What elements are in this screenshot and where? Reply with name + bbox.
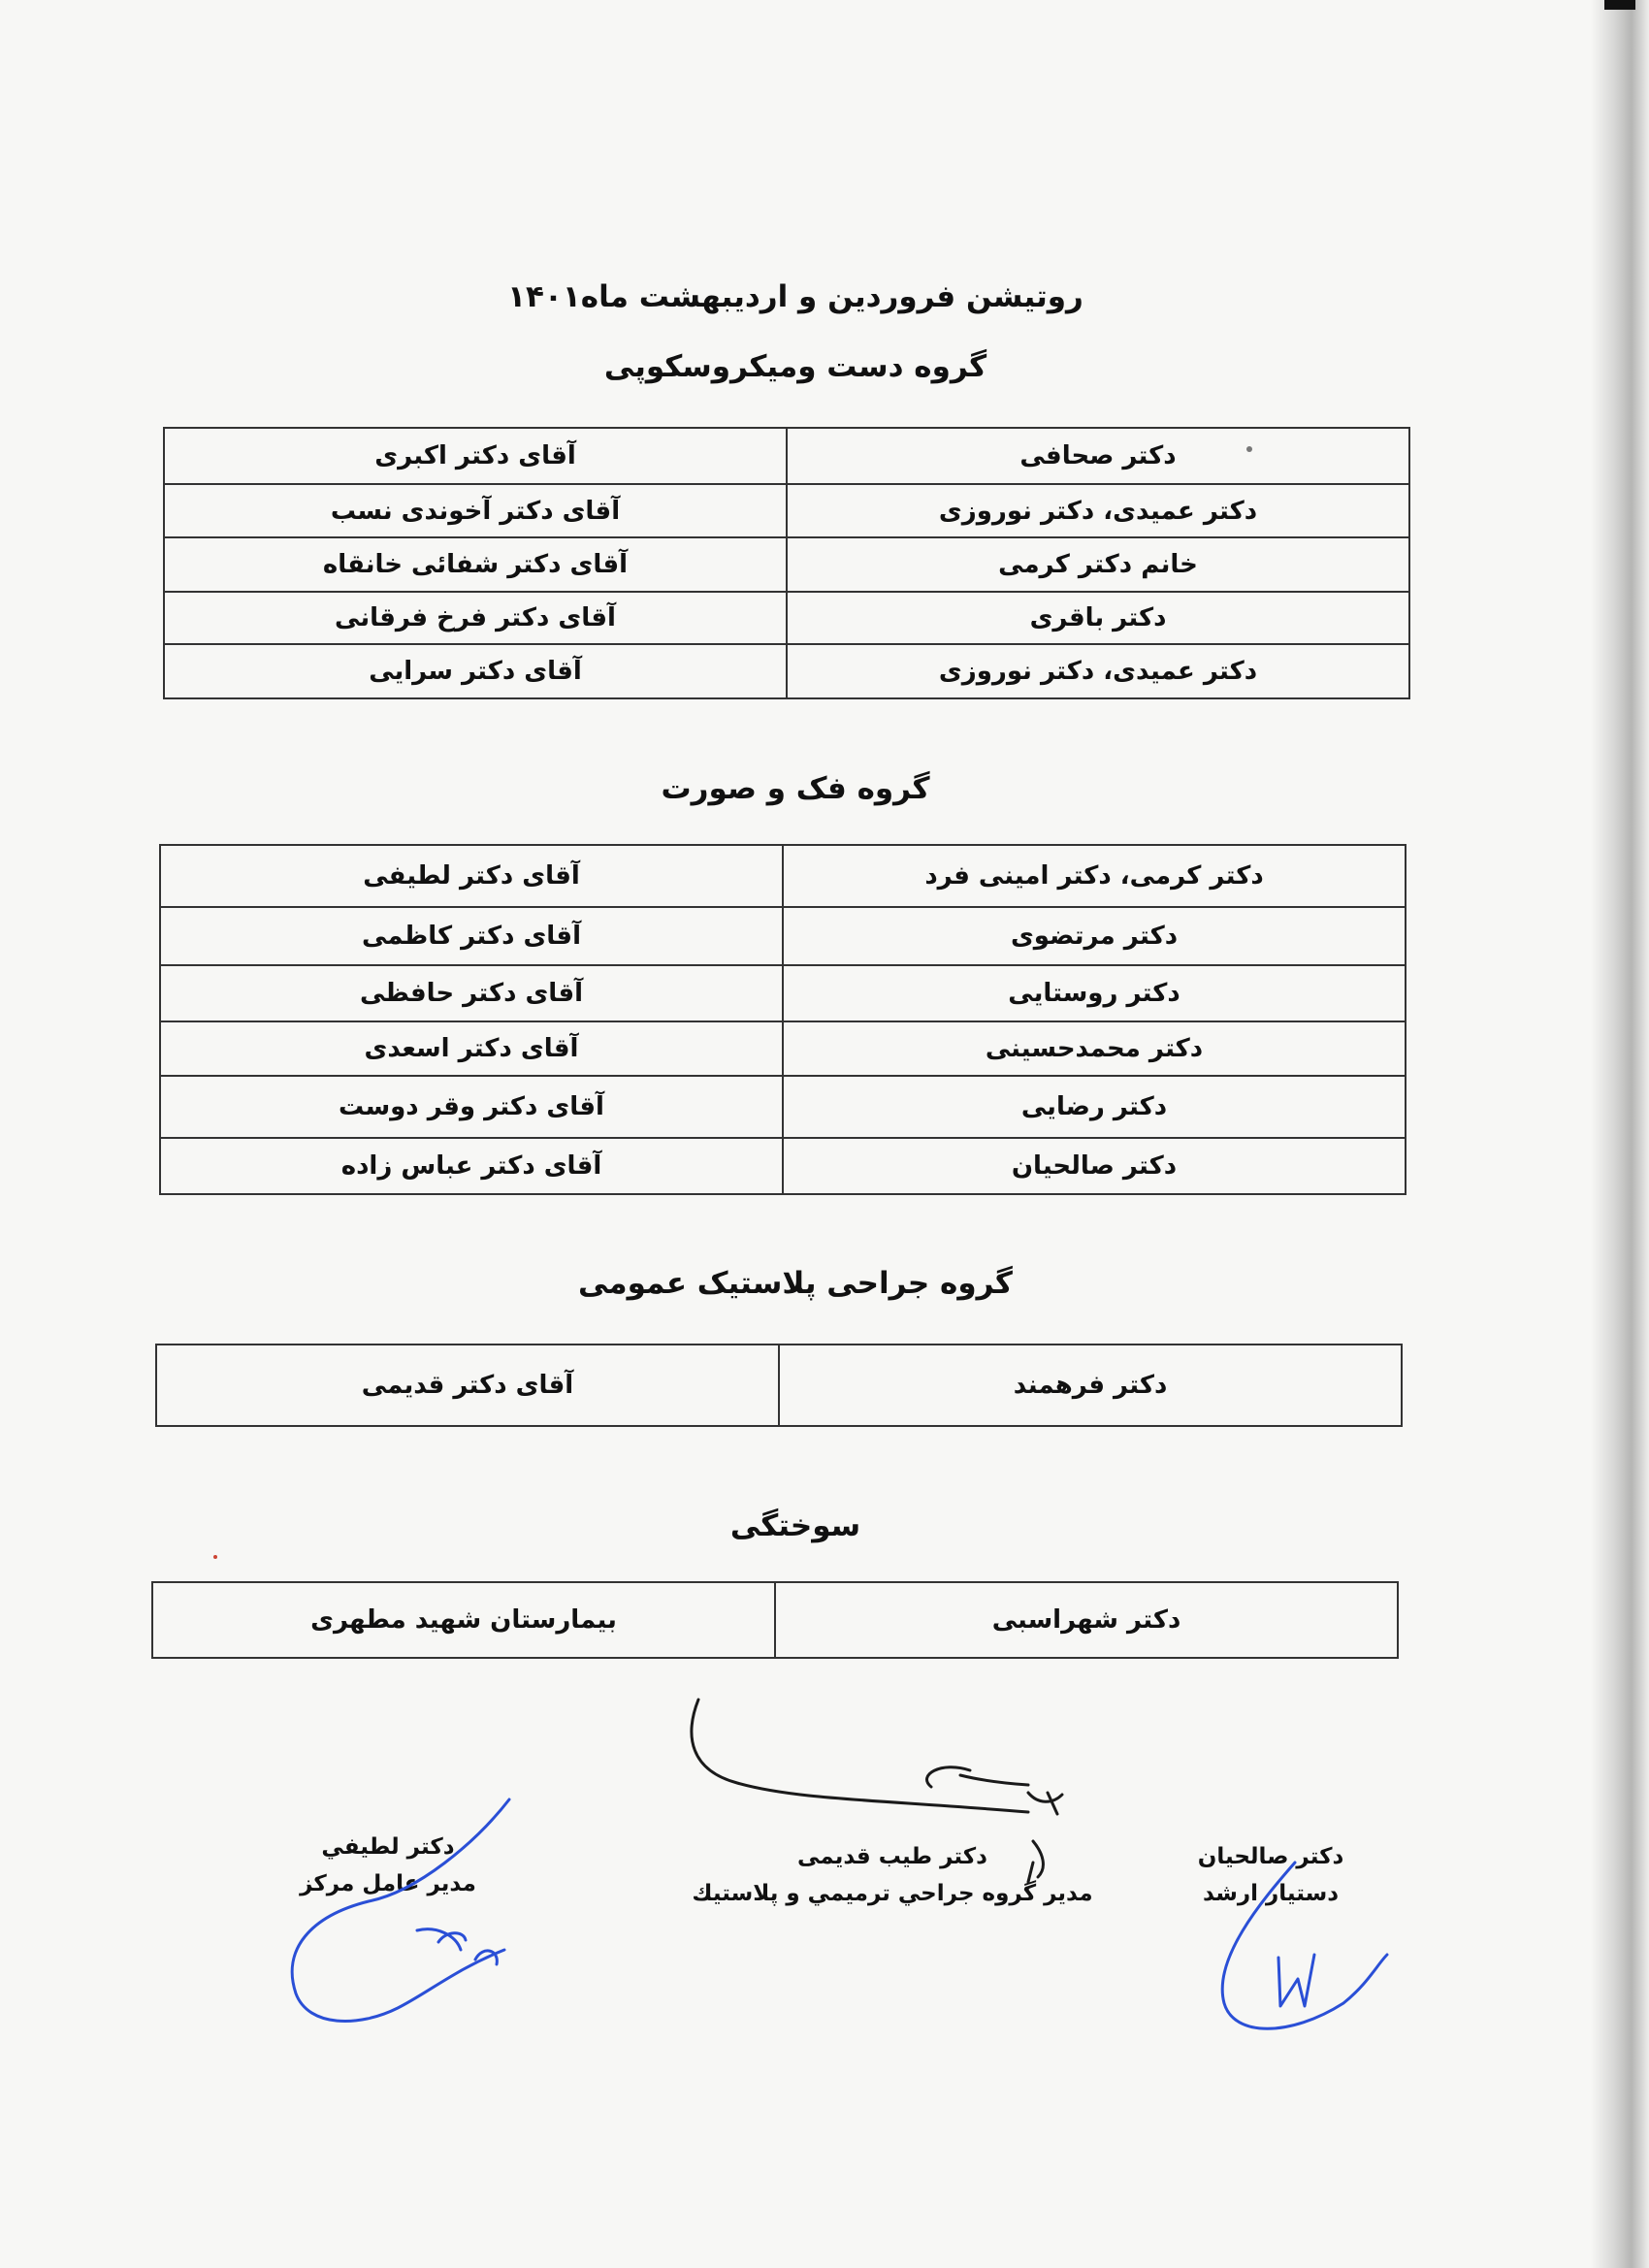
signature-department-head-stroke xyxy=(927,1767,1028,1787)
table-cell: آقای دکتر لطیفی xyxy=(160,845,783,907)
table-cell: دکتر عمیدی، دکتر نوروزی xyxy=(787,484,1409,537)
stray-ink-dot xyxy=(1246,446,1252,452)
table-cell: خانم دکتر کرمی xyxy=(787,537,1409,592)
table-cell: آقای دکتر وقر دوست xyxy=(160,1076,783,1138)
signatory-role: مدیر گروه جراحي ترميمي و پلاستيك xyxy=(692,1881,1093,1906)
signature-department-head-stroke xyxy=(692,1700,1028,1812)
signatory-name: دکتر صالحیان xyxy=(1197,1844,1344,1869)
signature-center-director-stroke xyxy=(417,1929,466,1950)
table-cell: آقای دکتر قدیمی xyxy=(156,1345,779,1426)
table-cell: آقای دکتر شفائی خانقاه xyxy=(164,537,787,592)
table-cell: دکتر کرمی، دکتر امینی فرد xyxy=(783,845,1406,907)
table-cell: آقای دکتر آخوندی نسب xyxy=(164,484,787,537)
table-cell: دکتر شهراسبی xyxy=(775,1582,1398,1658)
table-cell: بیمارستان شهید مطهری xyxy=(152,1582,775,1658)
table-cell: دکتر صالحیان xyxy=(783,1138,1406,1194)
table-cell: آقای دکتر فرخ فرقانی xyxy=(164,592,787,644)
signature-department-head-stroke xyxy=(1028,1793,1062,1882)
section-title-maxillofacial: گروه فک و صورت xyxy=(661,771,930,806)
signatory-role: مدير عامل مركز xyxy=(300,1871,476,1896)
stray-ink-dot xyxy=(213,1555,217,1559)
table-cell: دکتر فرهمند xyxy=(779,1345,1402,1426)
section-title-hand-microscopy: گروه دست ومیکروسکوپی xyxy=(603,349,987,384)
table-cell: آقای دکتر سرایی xyxy=(164,644,787,698)
table-cell: آقای دکتر اسعدی xyxy=(160,1021,783,1076)
table-cell: آقای دکتر حافظی xyxy=(160,965,783,1021)
table-cell: دکتر باقری xyxy=(787,592,1409,644)
signature-senior-resident-stroke xyxy=(1278,1955,1314,2006)
table-cell: دکتر مرتضوی xyxy=(783,907,1406,965)
table-cell: آقای دکتر اکبری xyxy=(164,428,787,484)
signatory-name: دكتر لطيفي xyxy=(321,1834,455,1860)
table-cell: دکتر عمیدی، دکتر نوروزی xyxy=(787,644,1409,698)
section-title-burns: سوختگی xyxy=(729,1508,861,1543)
table-cell: دکتر رضایی xyxy=(783,1076,1406,1138)
document-title: روتیشن فروردین و اردیبهشت ماه۱۴۰۱ xyxy=(507,279,1083,314)
signatory-name: دکتر طیب قدیمی xyxy=(797,1844,987,1869)
signature-center-director-stroke xyxy=(292,1799,509,2022)
table-cell: دکتر روستایی xyxy=(783,965,1406,1021)
table-cell: دکتر محمدحسینی xyxy=(783,1021,1406,1076)
signatory-role: دستیار ارشد xyxy=(1202,1881,1340,1906)
table-cell: آقای دکتر کاظمی xyxy=(160,907,783,965)
table-cell: آقای دکتر عباس زاده xyxy=(160,1138,783,1194)
section-title-general-plastic-surgery: گروه جراحی پلاستیک عمومی xyxy=(578,1266,1013,1301)
table-cell: دکتر صحافی xyxy=(787,428,1409,484)
